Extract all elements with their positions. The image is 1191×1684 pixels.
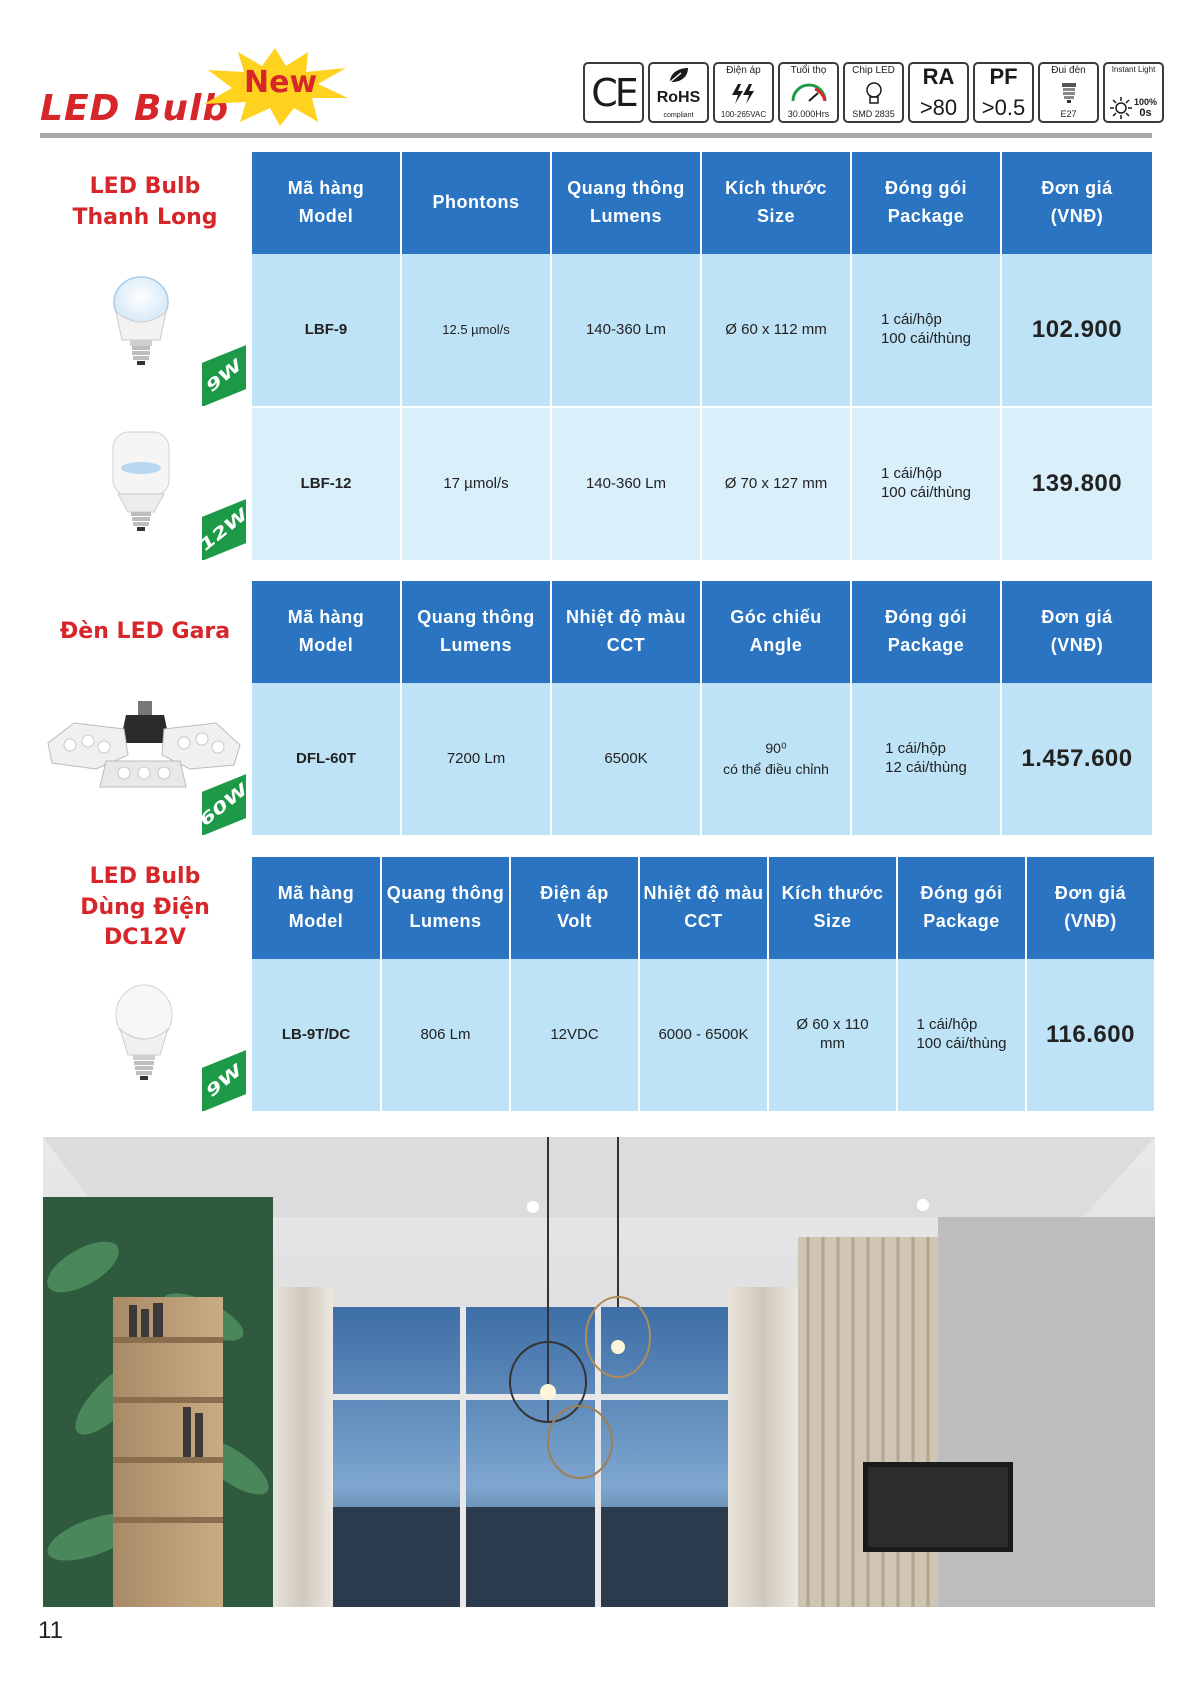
product-image-lbf-12 bbox=[40, 408, 252, 560]
photons-cell: 12.5 µmol/s bbox=[402, 254, 552, 406]
product-image-lbf-9 bbox=[40, 254, 252, 406]
new-badge-label: New bbox=[244, 65, 318, 100]
model-cell: DFL-60T bbox=[252, 683, 402, 835]
lumens-cell: 806 Lm bbox=[382, 959, 511, 1111]
lumens-cell: 7200 Lm bbox=[402, 683, 552, 835]
lifetime-icon: Tuổi thọ 30.000Hrs bbox=[778, 62, 839, 123]
column-header-model: Mã hàng Model bbox=[252, 581, 402, 683]
column-header-price: Đơn giá (VNĐ) bbox=[1041, 607, 1113, 655]
package-cell: 1 cái/hộp 100 cái/thùng bbox=[898, 959, 1027, 1111]
column-header-size: Kích thước Size bbox=[769, 857, 898, 959]
section-title: Đèn LED Gara bbox=[59, 618, 231, 644]
page-title: LED Bulb bbox=[40, 88, 230, 129]
gauge-icon bbox=[789, 83, 829, 103]
bulb-base-icon: Đui đèn E27 bbox=[1038, 62, 1099, 123]
size-cell: Ø 60 x 112 mm bbox=[702, 254, 852, 406]
header-divider bbox=[40, 133, 1152, 138]
column-header-lumens: Quang thông Lumens bbox=[382, 857, 511, 959]
column-header-package: Đóng gói Package bbox=[898, 857, 1027, 959]
table-row bbox=[40, 408, 1152, 560]
price-cell: 1.457.600 bbox=[1002, 683, 1152, 835]
ra-icon: RA >80 bbox=[908, 62, 969, 123]
table-row bbox=[40, 254, 1152, 406]
table-row bbox=[40, 959, 1154, 1111]
wattage-badge: 9W bbox=[202, 345, 246, 406]
section-led-bulb-thanh-long bbox=[40, 152, 1152, 560]
price-cell: 116.600 bbox=[1027, 959, 1154, 1111]
price-cell: 102.900 bbox=[1002, 254, 1152, 406]
lumens-cell: 140-360 Lm bbox=[552, 408, 702, 560]
column-header-model: Mã hàng Model bbox=[252, 152, 402, 254]
ce-mark-icon: CE bbox=[583, 62, 644, 123]
page-number: 11 bbox=[38, 1617, 63, 1644]
size-cell: Ø 70 x 127 mm bbox=[702, 408, 852, 560]
column-header-volt: Điện áp Volt bbox=[511, 857, 640, 959]
column-header-price: Đơn giá (VNĐ) bbox=[1054, 883, 1127, 931]
product-image-lb-9t-dc bbox=[40, 959, 252, 1111]
living-room-illustration bbox=[43, 1137, 1155, 1607]
wattage-badge: 12W bbox=[202, 499, 246, 560]
instant-light-icon: Instant Light 100% 0s bbox=[1103, 62, 1164, 123]
column-header-lumens: Quang thông Lumens bbox=[552, 152, 702, 254]
column-header-price: Đơn giá (VNĐ) bbox=[1041, 178, 1113, 226]
e27-socket-icon bbox=[1059, 82, 1079, 104]
chip-led-icon: Chip LED SMD 2835 bbox=[843, 62, 904, 123]
model-cell: LBF-9 bbox=[252, 254, 402, 406]
volt-cell: 12VDC bbox=[511, 959, 640, 1111]
pf-icon: PF >0.5 bbox=[973, 62, 1034, 123]
column-header-photons: Phontons bbox=[402, 152, 552, 254]
section-title: LED Bulb Thanh Long bbox=[72, 174, 218, 230]
cct-cell: 6000 - 6500K bbox=[640, 959, 769, 1111]
column-header-cct: Nhiệt độ màu CCT bbox=[640, 857, 769, 959]
table-header bbox=[252, 152, 1152, 254]
column-header-lumens: Quang thông Lumens bbox=[402, 581, 552, 683]
wattage-badge: 60W bbox=[202, 774, 246, 835]
package-cell: 1 cái/hộp 100 cái/thùng bbox=[852, 254, 1002, 406]
angle-cell: 90⁰ có thể điều chỉnh bbox=[702, 683, 852, 835]
size-cell: Ø 60 x 110 mm bbox=[769, 959, 898, 1111]
column-header-package: Đóng gói Package bbox=[852, 152, 1002, 254]
wattage-badge: 9W bbox=[202, 1050, 246, 1111]
lightning-icon bbox=[729, 83, 759, 105]
table-header bbox=[252, 581, 1152, 683]
column-header-angle: Góc chiếu Angle bbox=[702, 581, 852, 683]
rohs-icon: RoHS compliant bbox=[648, 62, 709, 123]
table-row bbox=[40, 683, 1152, 835]
product-image-dfl-60t bbox=[40, 683, 252, 835]
section-den-led-gara bbox=[40, 581, 1152, 835]
section-led-bulb-dc12v bbox=[40, 857, 1154, 1111]
interior-photo bbox=[43, 1137, 1155, 1607]
sun-bulb-icon bbox=[1110, 97, 1132, 119]
model-cell: LB-9T/DC bbox=[252, 959, 382, 1111]
column-header-size: Kích thước Size bbox=[702, 152, 852, 254]
column-header-model: Mã hàng Model bbox=[252, 857, 382, 959]
package-cell: 1 cái/hộp 12 cái/thùng bbox=[852, 683, 1002, 835]
section-title: LED Bulb Dùng Điện DC12V bbox=[80, 863, 210, 951]
price-cell: 139.800 bbox=[1002, 408, 1152, 560]
column-header-cct: Nhiệt độ màu CCT bbox=[552, 581, 702, 683]
package-cell: 1 cái/hộp 100 cái/thùng bbox=[852, 408, 1002, 560]
certification-icons bbox=[583, 62, 1164, 123]
model-cell: LBF-12 bbox=[252, 408, 402, 560]
leaf-icon bbox=[666, 66, 692, 84]
photons-cell: 17 µmol/s bbox=[402, 408, 552, 560]
table-header bbox=[252, 857, 1154, 959]
column-header-package: Đóng gói Package bbox=[852, 581, 1002, 683]
voltage-icon: Điện áp 100-265VAC bbox=[713, 62, 774, 123]
lumens-cell: 140-360 Lm bbox=[552, 254, 702, 406]
bulb-outline-icon bbox=[864, 81, 884, 105]
new-badge bbox=[200, 46, 350, 126]
cct-cell: 6500K bbox=[552, 683, 702, 835]
